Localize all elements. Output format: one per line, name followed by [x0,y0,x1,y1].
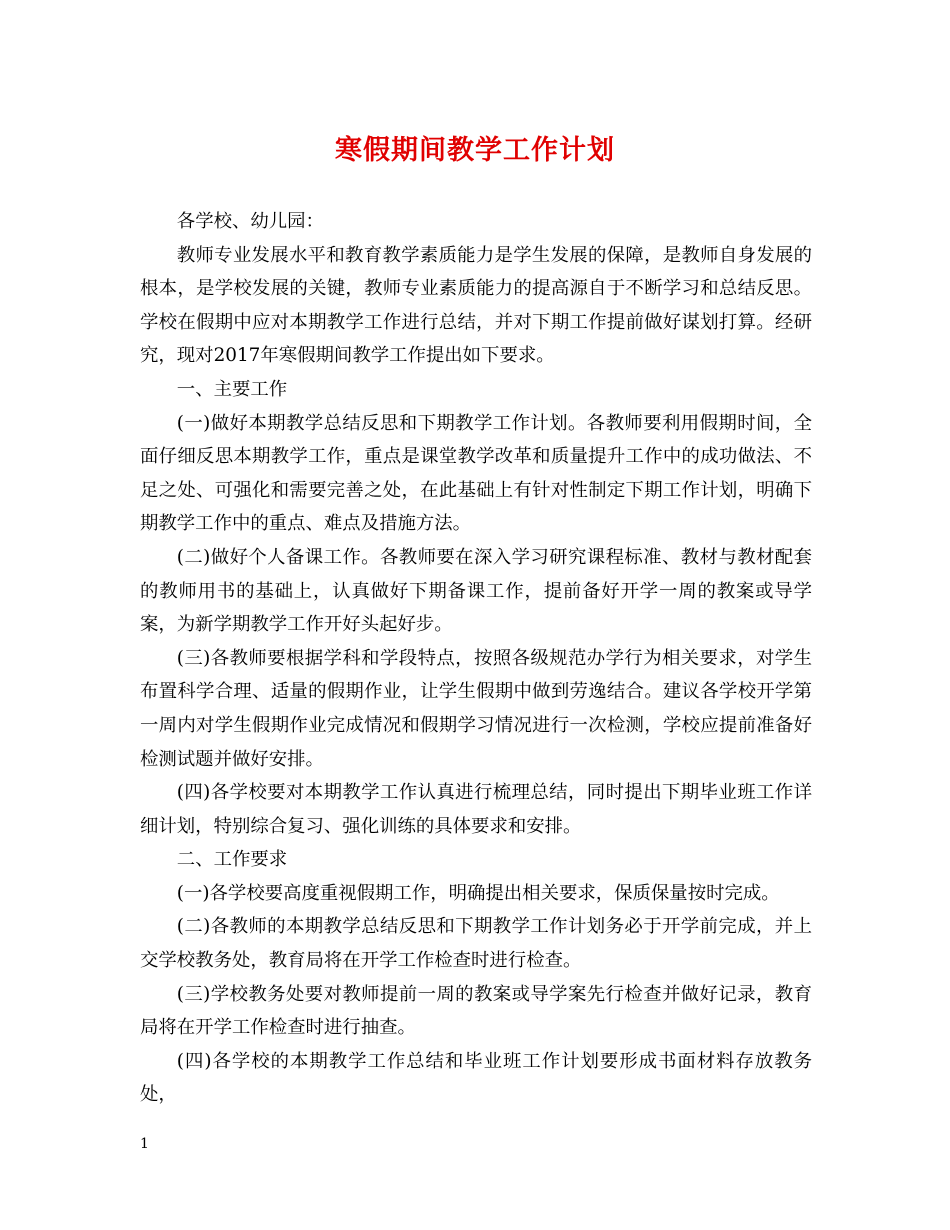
requirement-item-3: (三)学校教务处要对教师提前一周的教案或导学案先行检查并做好记录，教育局将在开学工作检查时进行抽查。 [140,983,812,1039]
section-heading-requirements: 二、工作要求 [176,849,288,871]
intro-paragraph: 教师专业发展水平和教育教学素质能力是学生发展的保障，是教师自身发展的根本，是学校发展的关键，教师专业素质能力的提高源自于不断学习和总结反思。学校在假期中应对本期教学工作进行总结，并对下期工作提前做好谋划打算。经研究，现对2017年寒假期间教学工作提出如下要求。 [140,244,812,367]
section-heading-main-work: 一、主要工作 [176,378,288,400]
requirement-item-1: (一)各学校要高度重视假期工作，明确提出相关要求，保质保量按时完成。 [176,882,780,904]
main-work-item-1: (一)做好本期教学总结反思和下期教学工作计划。各教师要利用假期时间，全面仔细反思本期教学工作，重点是课堂教学改革和质量提升工作中的成功做法、不足之处、可强化和需要完善之处，在此基础上有针对性制定下期工作计划，明确下期教学工作中的重点、难点及措施方法。 [140,412,812,535]
main-work-item-4: (四)各学校要对本期教学工作认真进行梳理总结，同时提出下期毕业班工作详细计划，特别综合复习、强化训练的具体要求和安排。 [140,782,812,837]
document-title: 寒假期间教学工作计划 [335,135,615,166]
salutation: 各学校、幼儿园： [176,211,324,232]
document-body [140,205,812,1112]
page-number: 1 [140,1136,149,1152]
requirement-item-2: (二)各教师的本期教学总结反思和下期教学工作计划务必于开学前完成，并上交学校教务处，教育局将在开学工作检查时进行检查。 [140,916,812,972]
main-work-item-2: (二)做好个人备课工作。各教师要在深入学习研究课程标准、教材与教材配套的教师用书的基础上，认真做好下期备课工作，提前备好开学一周的教案或导学案，为新学期教学工作开好头起好步。 [140,546,812,636]
requirement-item-4: (四)各学校的本期教学工作总结和毕业班工作计划要形成书面材料存放教务处， [140,1050,812,1106]
main-work-item-3: (三)各教师要根据学科和学段特点，按照各级规范办学行为相关要求，对学生布置科学合理、适量的假期作业，让学生假期中做到劳逸结合。建议各学校开学第一周内对学生假期作业完成情况和假期学习情况进行一次检测，学校应提前准备好检测试题并做好安排。 [140,647,812,770]
